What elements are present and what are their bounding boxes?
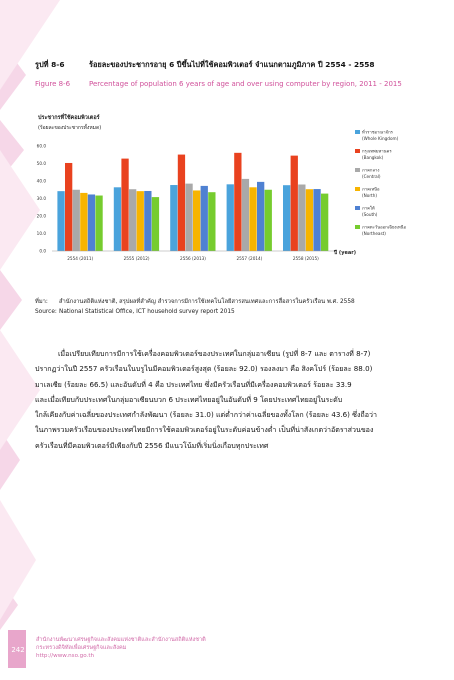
bar	[152, 197, 159, 251]
footer-ministry: กระทรวงดิจิทัลเพื่อเศรษฐกิจและสังคม	[36, 645, 127, 651]
bar	[137, 191, 144, 251]
bar	[88, 194, 95, 251]
paragraph-line: มาเลเซีย (ร้อยละ 66.5) และอันดับที่ 4 คือ ประเทศไทย ซึ่งมีครัวเรือนที่มีเครื่องคอมพิวเตอร์ ร้อยละ 33.9	[35, 379, 352, 389]
legend-label: ภาคกลาง	[362, 167, 380, 173]
bar	[321, 194, 328, 251]
figure-title-thai-text: ร้อยละของประชากรอายุ 6 ปีขึ้นไปที่ใช้คอมพิวเตอร์ จำแนกตามภูมิภาค ปี 2554 - 2558	[89, 60, 375, 69]
bar	[265, 190, 272, 251]
y-tick-label: 10.0	[36, 231, 46, 236]
legend-label: ทั่วราชอาณาจักร	[362, 129, 393, 135]
bar	[257, 182, 264, 251]
bar	[80, 193, 87, 251]
x-axis-title: ปี (year)	[334, 250, 356, 256]
bar	[227, 184, 234, 251]
bar-groups	[57, 153, 328, 251]
y-axis-subtitle: (ร้อยละของประชากรทั้งหมด)	[38, 125, 102, 131]
bar	[178, 155, 185, 251]
source-english	[35, 309, 235, 315]
paragraph-line: ใกล้เคียงกับค่าเฉลี่ยของประเทศกำลังพัฒนา (ร้อยละ 31.0) แต่ต่ำกว่าค่าเฉลี่ยของทั้งโลก (ร้อยละ 43.6) ซึ่งถือว่า	[35, 410, 377, 420]
bar	[144, 191, 151, 251]
x-tick-label: 2556 (2013)	[180, 256, 206, 261]
x-tick-label: 2554 (2011)	[67, 256, 94, 261]
bar	[95, 196, 102, 251]
bar	[283, 185, 290, 251]
legend-label: ภาคตะวันออกเฉียงเหนือ	[362, 224, 407, 230]
paragraph-line: ครัวเรือนที่มีคอมพิวเตอร์มีเพียงกับปี 2556 มีแนวโน้มที่เริ่มนิ่งเกือบทุกประเทศ	[35, 440, 269, 450]
legend-label: ภาคใต้	[362, 205, 375, 211]
body-paragraph	[35, 346, 419, 453]
x-tick-label: 2558 (2015)	[292, 256, 319, 261]
paragraph-line: และเมื่อเทียบกับประเทศในกลุ่มอาเซียนบวก 6 ประเทศไทยอยู่ในอันดับที่ 9 โดยประเทศไทยอยู่ในระดับ	[35, 394, 343, 404]
source-label-thai: ที่มา:	[35, 299, 48, 305]
legend-label: ภาคเหนือ	[362, 186, 380, 192]
bar	[234, 153, 241, 251]
legend-label-english: (Central)	[362, 174, 381, 179]
bar	[201, 186, 208, 251]
legend	[355, 129, 406, 236]
legend-swatch	[355, 149, 360, 153]
bar	[121, 159, 128, 251]
bar	[170, 185, 177, 251]
legend-swatch	[355, 206, 360, 210]
figure-label-thai: รูปที่ 8-6	[35, 60, 65, 69]
bar	[242, 179, 249, 251]
legend-label-english: (South)	[362, 212, 378, 217]
footer-url[interactable]: http://www.nso.go.th	[36, 653, 95, 659]
figure-label-english: Figure 8-6	[35, 80, 71, 88]
bar	[313, 189, 320, 251]
y-tick-label: 50.0	[36, 161, 46, 166]
footer-publisher: สำนักงานพัฒนาเศรษฐกิจและสังคมแห่งชาติและสำนักงานสถิติแห่งชาติ	[36, 637, 206, 643]
source-thai	[35, 296, 355, 306]
bar	[249, 187, 256, 251]
bar	[208, 192, 215, 251]
bar	[129, 189, 136, 251]
bar	[298, 185, 305, 252]
legend-label-english: (North)	[362, 193, 377, 198]
page-number: 242	[11, 646, 25, 654]
bar	[193, 190, 200, 251]
paragraph-line: เมื่อเปรียบเทียบการมีการใช้เครื่องคอมพิวเตอร์ของประเทศในกลุ่มอาเซียน (รูปที่ 8-7 และ ตารางที่ 8-7)	[58, 349, 371, 358]
source-label-english: Source:	[35, 309, 57, 315]
paragraph-line: ปรากฏว่าในปี 2557 ครัวเรือนในบรูไนมีคอมพิวเตอร์สูงสุด (ร้อยละ 92.0) รองลงมา คือ สิงคโปร์ (ร้อยละ 88.0)	[35, 364, 373, 374]
legend-swatch	[355, 130, 360, 134]
bar	[306, 189, 313, 251]
y-tick-label: 20.0	[36, 213, 46, 219]
figure-title-thai	[35, 59, 375, 71]
legend-label-english: (Northeast)	[362, 231, 386, 236]
bar-chart	[0, 108, 454, 308]
bar	[114, 187, 121, 251]
y-tick-label: 60.0	[36, 143, 46, 149]
source-text-thai: สำนักงานสถิติแห่งชาติ, สรุปผลที่สำคัญ สำรวจการมีการใช้เทคโนโลยีสารสนเทศและการสื่อสารในครัวเรือน พ.ศ. 2558	[59, 299, 355, 305]
y-axis-title: ประชากรที่ใช้คอมพิวเตอร์	[38, 115, 100, 121]
legend-label-english: (Bangkok)	[362, 155, 384, 160]
legend-label: กรุงเทพมหานคร	[362, 148, 392, 154]
bar	[73, 190, 80, 251]
source-text-english: National Statistical Office, ICT household survey report 2015	[59, 309, 235, 315]
y-tick-label: 40.0	[36, 178, 46, 184]
y-tick-label: 0.0	[39, 248, 46, 254]
y-tick-label: 30.0	[36, 196, 46, 201]
bar	[185, 184, 192, 251]
legend-swatch	[355, 187, 360, 191]
figure-title-english	[35, 80, 402, 88]
figure-title-english-text: Percentage of population 6 years of age and over using computer by region, 2011 - 2015	[89, 80, 402, 88]
paragraph-line: ในภาพรวมครัวเรือนของประเทศไทยมีการใช้คอมพิวเตอร์อยู่ในระดับค่อนข้างต่ำ เป็นที่น่าสังเกตว่าอัตราส่วนของ	[35, 425, 374, 435]
bar	[57, 191, 64, 251]
x-tick-label: 2557 (2014)	[236, 256, 263, 261]
bar	[291, 156, 298, 251]
legend-swatch	[355, 225, 360, 229]
legend-label-english: (Whole Kingdom)	[362, 136, 399, 141]
legend-swatch	[355, 168, 360, 172]
bar	[65, 163, 72, 251]
y-axis-ticks	[37, 144, 47, 254]
x-axis-ticks	[67, 256, 319, 261]
x-tick-label: 2555 (2012)	[123, 256, 150, 261]
